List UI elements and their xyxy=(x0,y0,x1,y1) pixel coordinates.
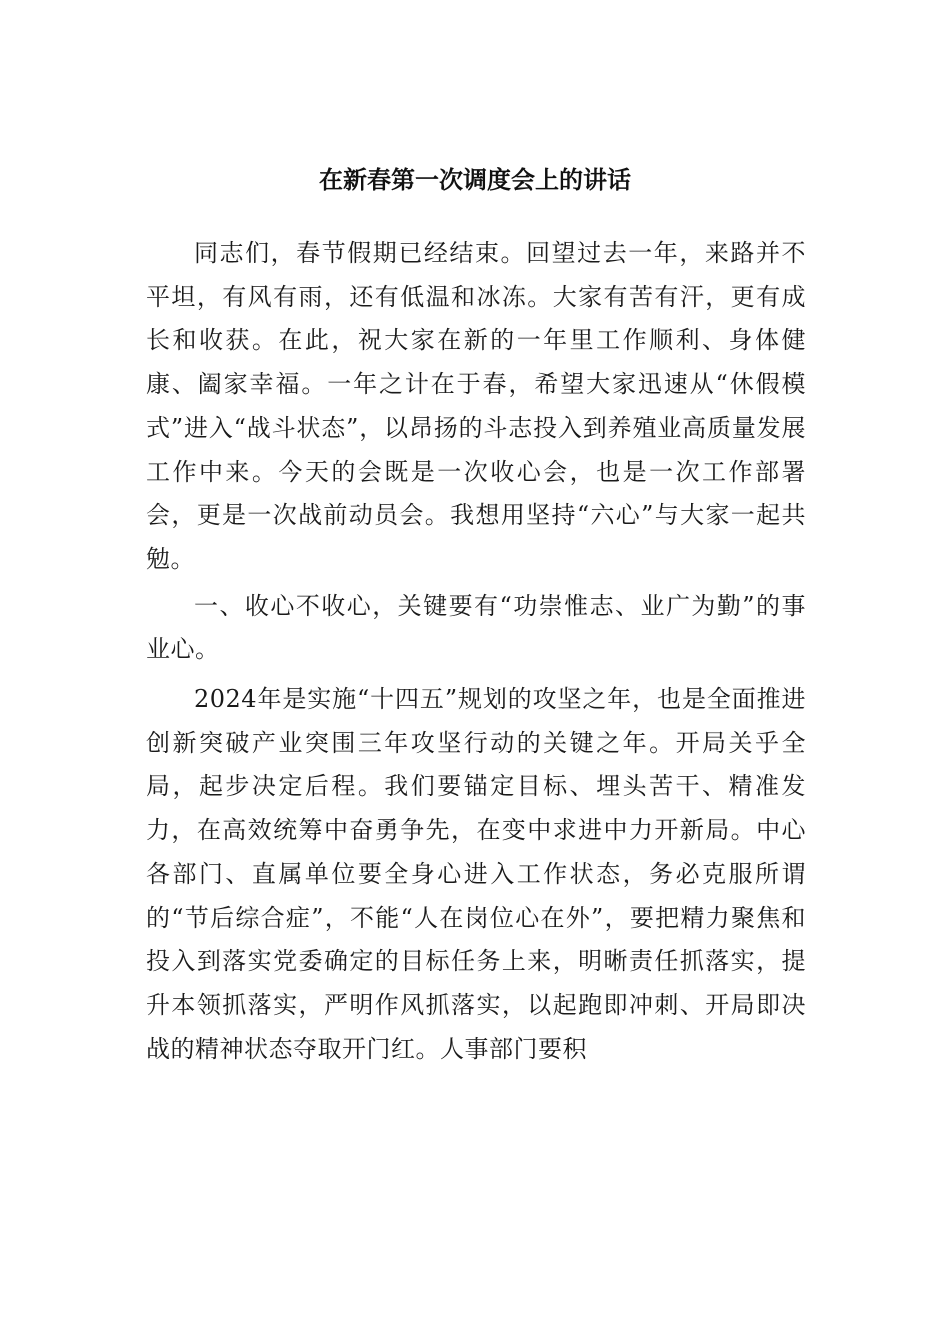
document-title: 在新春第一次调度会上的讲话 xyxy=(319,165,631,194)
paragraph-section-body-1: 2024年是实施“十四五”规划的攻坚之年，也是全面推进创新突破产业突围三年攻坚行动的关键之年。开局关乎全局，起步决定后程。我们要锚定目标、埋头苦干、精准发力，在高效统筹中奋勇争先，在变中求进中力开新局。中心各部门、直属单位要全身心进入工作状态，务必克服所谓的“节后综合症”，不能“人在岗位心在外”，要把精力聚焦和投入到落实党委确定的目标任务上来，明晰责任抓落实，提升本领抓落实，严明作风抓落实，以起跑即冲刺、开局即决战的精神状态夺取开门红。人事部门要积 xyxy=(146,685,806,1063)
paragraph-opening: 同志们，春节假期已经结束。回望过去一年，来路并不平坦，有风有雨，还有低温和冰冻。大家有苦有汗，更有成长和收获。在此，祝大家在新的一年里工作顺利、身体健康、阖家幸福。一年之计在于春，希望大家迅速从“休假模式”进入“战斗状态”，以昂扬的斗志投入到养殖业高质量发展工作中来。今天的会既是一次收心会，也是一次工作部署会，更是一次战前动员会。我想用坚持“六心”与大家一起共勉。 xyxy=(146,239,806,573)
document-body xyxy=(146,232,806,1074)
paragraph-section-heading-1: 一、收心不收心，关键要有“功崇惟志、业广为勤”的事业心。 xyxy=(146,591,806,664)
